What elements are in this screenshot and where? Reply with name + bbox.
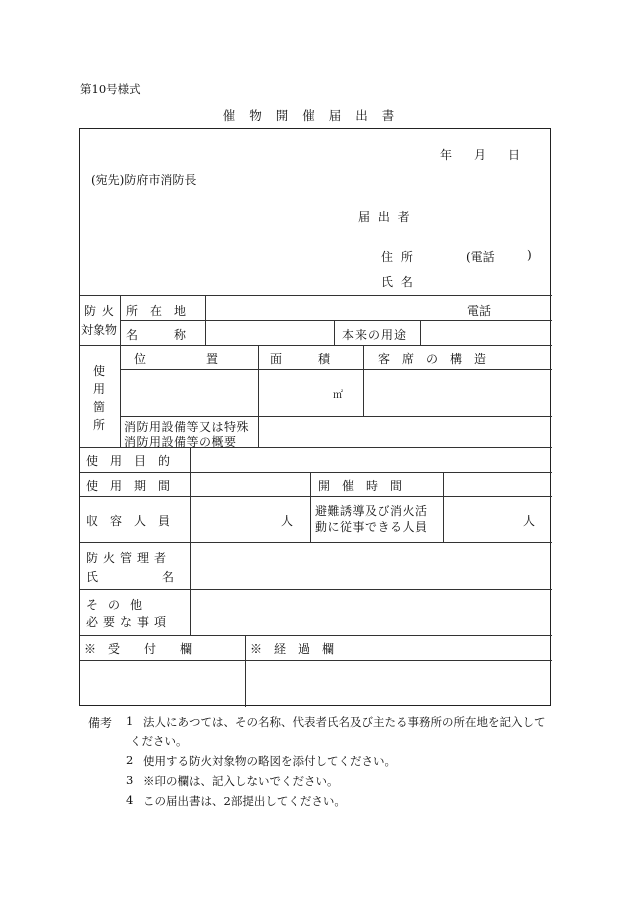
col-divider <box>245 635 246 707</box>
col-divider <box>258 416 259 447</box>
position-header: 位 置 <box>134 352 219 366</box>
area-header: 面 積 <box>270 352 331 366</box>
note-num: 1 <box>126 714 134 728</box>
target-label-line2: 対象物 <box>81 323 118 337</box>
location-label: 所 在 地 <box>126 304 187 318</box>
row-divider <box>120 320 552 321</box>
date-line <box>440 146 520 163</box>
notes-label: 備考 <box>88 716 113 730</box>
col-divider <box>205 295 206 345</box>
month-label: 月 <box>473 148 486 162</box>
area-unit: ㎡ <box>333 390 343 401</box>
note-text: 法人にあつては、その名称、代表者氏名及び主たる事務所の所在地を記入して <box>143 715 546 729</box>
row-divider <box>80 472 552 473</box>
col-divider <box>310 472 311 542</box>
hours-label: 開 催 時 間 <box>318 479 403 493</box>
target-phone-label: 電話 <box>467 304 492 318</box>
usage-char-2: 用 <box>93 382 106 396</box>
original-use-label: 本来の用途 <box>342 328 408 342</box>
row-divider <box>80 295 552 296</box>
form-number: 第10号様式 <box>80 82 141 96</box>
capacity-unit: 人 <box>281 514 294 528</box>
col-divider <box>420 320 421 345</box>
capacity-label: 収 容 人 員 <box>86 514 171 528</box>
reception-label: ※ 受 付 欄 <box>84 642 193 656</box>
other-label-line1: その他 <box>86 598 153 612</box>
note-text: この届出書は、2部提出してください。 <box>143 794 346 808</box>
col-divider <box>443 472 444 542</box>
col-divider <box>334 320 335 345</box>
row-divider <box>120 369 552 370</box>
page-title: 催物開催届出書 <box>222 108 409 123</box>
note-num: 3 <box>126 773 134 787</box>
note-num: 2 <box>126 753 134 767</box>
evacuation-unit: 人 <box>523 514 536 528</box>
usage-char-3: 箇 <box>93 400 106 414</box>
usage-char-1: 使 <box>93 364 106 378</box>
progress-label: ※ 経 過 欄 <box>250 642 335 656</box>
row-divider <box>120 416 552 417</box>
evacuation-label-line2: 動に従事できる人員 <box>315 520 428 534</box>
note-num: 4 <box>126 793 134 807</box>
usage-char-4: 所 <box>93 418 106 432</box>
row-divider <box>80 496 552 497</box>
address-label: 住 所 <box>381 250 415 264</box>
other-label-line2: 必要な事項 <box>86 615 172 629</box>
seating-header: 客 席 の 構 造 <box>378 352 487 366</box>
target-label-line1: 防 火 <box>84 304 115 318</box>
manager-label-line2: 氏名 <box>86 570 239 584</box>
day-label: 日 <box>507 148 520 162</box>
target-name-label: 名 称 <box>126 328 187 342</box>
purpose-label: 使 用 目 的 <box>86 454 171 468</box>
row-divider <box>80 589 552 590</box>
col-divider <box>120 295 121 447</box>
equipment-label-line2: 消防用設備等の概要 <box>124 435 237 449</box>
row-divider <box>80 345 552 346</box>
row-divider <box>80 660 552 661</box>
period-label: 使 用 期 間 <box>86 479 171 493</box>
note-text: ※印の欄は、記入しないでください。 <box>143 774 339 788</box>
note-text-continued: ください。 <box>130 734 188 748</box>
col-divider <box>363 345 364 416</box>
row-divider <box>80 635 552 636</box>
manager-label <box>86 549 239 585</box>
addressee: (宛先)防府市消防長 <box>91 173 197 187</box>
col-divider <box>258 345 259 416</box>
note-text: 使用する防火対象物の略図を添付してください。 <box>143 754 396 768</box>
notifier-label: 届 出 者 <box>358 210 412 224</box>
evacuation-label-line1: 避難誘導及び消火活 <box>315 504 428 518</box>
col-divider <box>190 447 191 635</box>
phone-close: ) <box>527 248 532 262</box>
row-divider <box>80 542 552 543</box>
name-label: 氏 名 <box>381 275 415 289</box>
equipment-label-line1: 消防用設備等又は特殊 <box>124 420 250 434</box>
year-label: 年 <box>440 148 453 162</box>
manager-label-line1: 防火管理者 <box>86 551 172 565</box>
phone-label: (電話 <box>466 250 495 264</box>
